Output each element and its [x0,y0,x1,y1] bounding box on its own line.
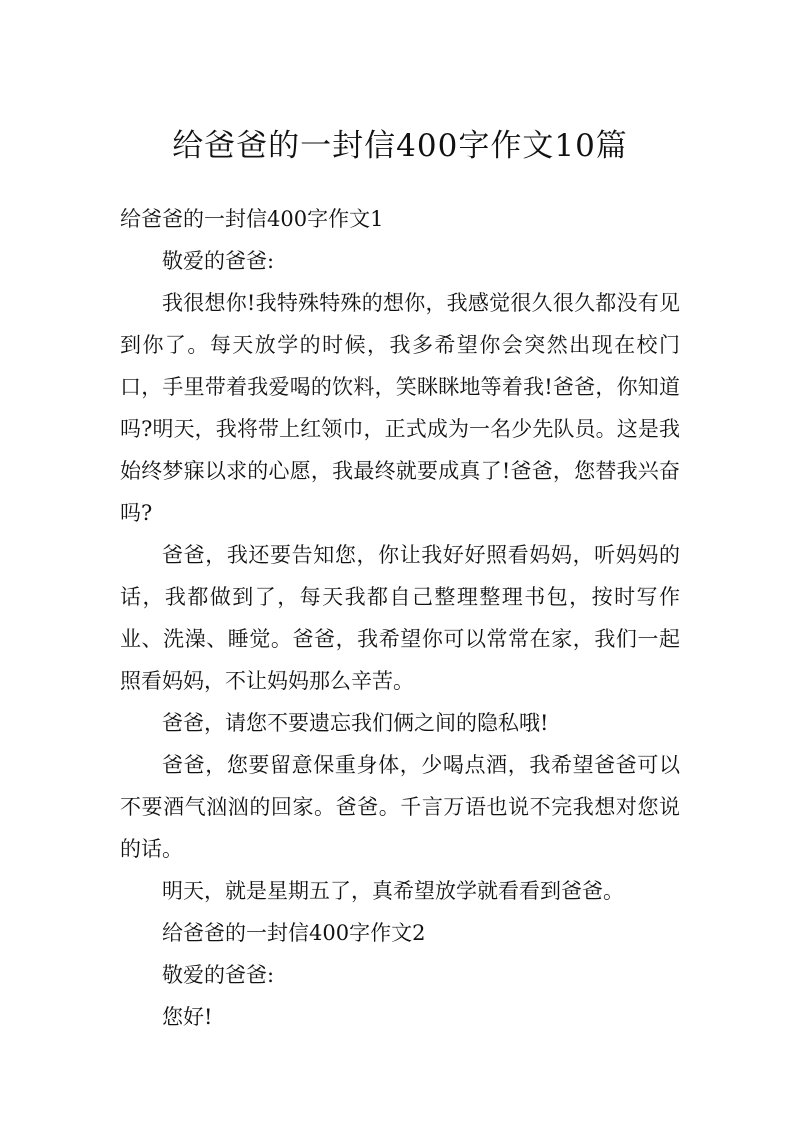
salutation: 敬爱的爸爸: [162,963,275,987]
body-paragraph: 我很想你!我特殊特殊的想你，我感觉很久很久都没有见到你了。每天放学的时候，我多希望你会突然出现在校门口，手里带着我爱喝的饮料，笑眯眯地等着我!爸爸，你知道吗?明天，我将带上红领巾，正式成为一名少先队员。这是我始终梦寐以求的心愿，我最终就要成真了!爸爸，您替我兴奋吗? [120,291,680,525]
section-heading-1: 给爸爸的一封信400字作文1 [120,207,384,231]
body-paragraph: 爸爸，您要留意保重身体，少喝点酒，我希望爸爸可以不要酒气汹汹的回家。爸爸。千言万语也说不完我想对您说的话。 [120,753,680,861]
body-paragraph: 明天，就是星期五了，真希望放学就看看到爸爸。 [162,879,624,903]
greeting: 您好! [162,1005,213,1029]
body-paragraph: 爸爸，我还要告知您，你让我好好照看妈妈，听妈妈的话，我都做到了，每天我都自己整理整理书包，按时写作业、洗澡、睡觉。爸爸，我希望你可以常常在家，我们一起照看妈妈，不让妈妈那么辛苦。 [120,543,680,693]
body-paragraph: 爸爸，请您不要遗忘我们俩之间的隐私哦! [162,711,549,735]
document-body [120,198,680,1038]
section-heading-2: 给爸爸的一封信400字作文2 [162,921,426,945]
document-title: 给爸爸的一封信400字作文10篇 [172,128,628,164]
salutation: 敬爱的爸爸: [162,249,275,273]
